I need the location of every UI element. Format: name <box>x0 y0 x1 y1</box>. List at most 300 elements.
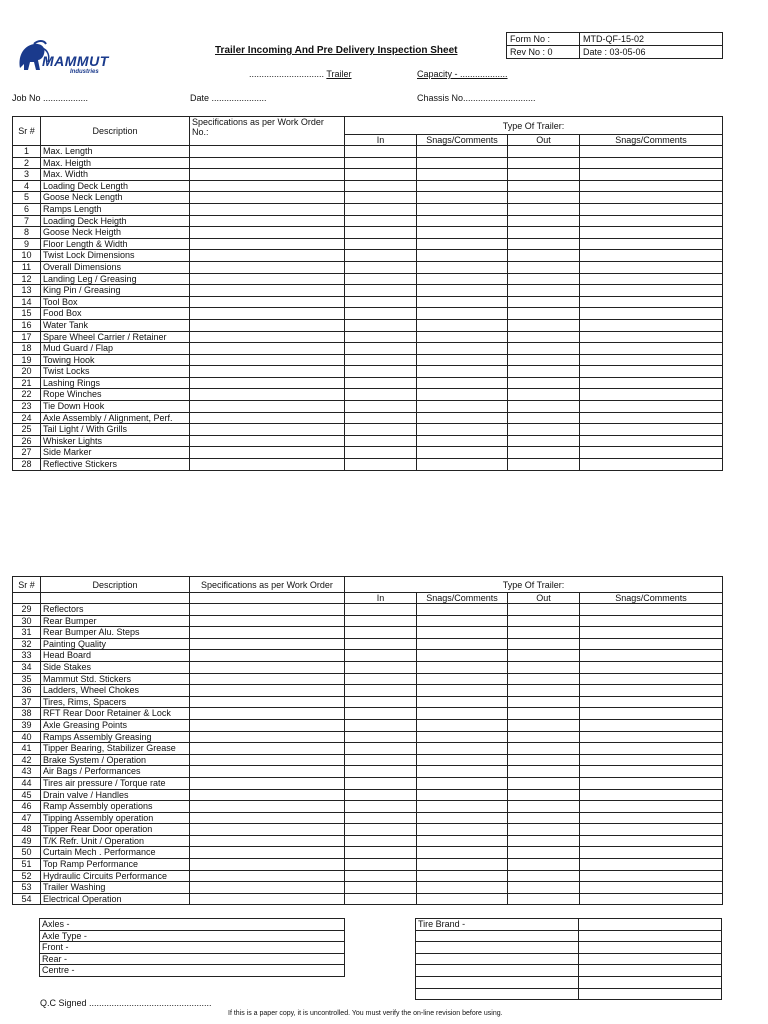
snags-in-cell[interactable] <box>417 319 508 331</box>
snags-in-cell[interactable] <box>417 273 508 285</box>
table-row <box>13 401 723 413</box>
snags-in-cell[interactable] <box>417 180 508 192</box>
snags-out-cell[interactable] <box>580 650 723 662</box>
snags-in-cell[interactable] <box>417 882 508 894</box>
specs-cell[interactable] <box>190 459 345 471</box>
specs-cell[interactable] <box>190 719 345 731</box>
in-cell[interactable] <box>345 343 417 355</box>
specs-cell[interactable] <box>190 261 345 273</box>
snags-in-cell[interactable] <box>417 754 508 766</box>
specs-cell[interactable] <box>190 296 345 308</box>
snags-in-cell[interactable] <box>417 743 508 755</box>
out-cell[interactable] <box>508 661 580 673</box>
snags-out-cell[interactable] <box>580 354 723 366</box>
specs-cell[interactable] <box>190 604 345 616</box>
snags-out-cell[interactable] <box>580 227 723 239</box>
out-cell[interactable] <box>508 157 580 169</box>
axle-field[interactable]: Centre - <box>40 965 345 977</box>
out-cell[interactable] <box>508 285 580 297</box>
snags-in-cell[interactable] <box>417 673 508 685</box>
axle-field[interactable]: Rear - <box>40 953 345 965</box>
in-cell[interactable] <box>345 447 417 459</box>
snags-out-cell[interactable] <box>580 777 723 789</box>
in-cell[interactable] <box>345 754 417 766</box>
snags-out-cell[interactable] <box>580 424 723 436</box>
snags-in-cell[interactable] <box>417 169 508 181</box>
specs-cell[interactable] <box>190 673 345 685</box>
specs-cell[interactable] <box>190 435 345 447</box>
specs-cell[interactable] <box>190 661 345 673</box>
specs-cell[interactable] <box>190 366 345 378</box>
in-cell[interactable] <box>345 789 417 801</box>
in-cell[interactable] <box>345 354 417 366</box>
specs-cell[interactable] <box>190 169 345 181</box>
snags-out-cell[interactable] <box>580 412 723 424</box>
axle-field[interactable]: Axle Type - <box>40 930 345 942</box>
specs-cell[interactable] <box>190 615 345 627</box>
in-cell[interactable] <box>345 824 417 836</box>
in-cell[interactable] <box>345 435 417 447</box>
snags-in-cell[interactable] <box>417 627 508 639</box>
out-cell[interactable] <box>508 273 580 285</box>
snags-in-cell[interactable] <box>417 615 508 627</box>
out-cell[interactable] <box>508 343 580 355</box>
out-cell[interactable] <box>508 627 580 639</box>
snags-out-cell[interactable] <box>580 661 723 673</box>
in-cell[interactable] <box>345 377 417 389</box>
specs-cell[interactable] <box>190 766 345 778</box>
out-cell[interactable] <box>508 743 580 755</box>
snags-out-cell[interactable] <box>580 615 723 627</box>
out-cell[interactable] <box>508 893 580 905</box>
specs-cell[interactable] <box>190 250 345 262</box>
snags-out-cell[interactable] <box>580 389 723 401</box>
specs-cell[interactable] <box>190 731 345 743</box>
in-cell[interactable] <box>345 157 417 169</box>
tire-cell[interactable] <box>579 976 722 988</box>
specs-cell[interactable] <box>190 285 345 297</box>
tire-cell[interactable] <box>416 942 579 954</box>
out-cell[interactable] <box>508 261 580 273</box>
in-cell[interactable] <box>345 847 417 859</box>
tire-cell[interactable] <box>416 953 579 965</box>
snags-out-cell[interactable] <box>580 366 723 378</box>
in-cell[interactable] <box>345 835 417 847</box>
out-cell[interactable] <box>508 215 580 227</box>
tire-cell[interactable] <box>579 919 722 931</box>
snags-out-cell[interactable] <box>580 673 723 685</box>
specs-cell[interactable] <box>190 777 345 789</box>
snags-in-cell[interactable] <box>417 719 508 731</box>
snags-out-cell[interactable] <box>580 731 723 743</box>
snags-out-cell[interactable] <box>580 285 723 297</box>
snags-out-cell[interactable] <box>580 627 723 639</box>
snags-in-cell[interactable] <box>417 343 508 355</box>
snags-out-cell[interactable] <box>580 447 723 459</box>
out-cell[interactable] <box>508 638 580 650</box>
specs-cell[interactable] <box>190 859 345 871</box>
out-cell[interactable] <box>508 412 580 424</box>
snags-out-cell[interactable] <box>580 847 723 859</box>
specs-cell[interactable] <box>190 354 345 366</box>
snags-out-cell[interactable] <box>580 789 723 801</box>
snags-in-cell[interactable] <box>417 696 508 708</box>
snags-out-cell[interactable] <box>580 273 723 285</box>
in-cell[interactable] <box>345 308 417 320</box>
snags-out-cell[interactable] <box>580 238 723 250</box>
snags-in-cell[interactable] <box>417 157 508 169</box>
out-cell[interactable] <box>508 673 580 685</box>
specs-cell[interactable] <box>190 180 345 192</box>
out-cell[interactable] <box>508 401 580 413</box>
specs-cell[interactable] <box>190 650 345 662</box>
out-cell[interactable] <box>508 180 580 192</box>
snags-in-cell[interactable] <box>417 215 508 227</box>
tire-cell[interactable] <box>416 976 579 988</box>
date-field[interactable]: Date ...................... <box>190 93 267 103</box>
snags-out-cell[interactable] <box>580 250 723 262</box>
specs-cell[interactable] <box>190 627 345 639</box>
in-cell[interactable] <box>345 459 417 471</box>
specs-cell[interactable] <box>190 157 345 169</box>
out-cell[interactable] <box>508 447 580 459</box>
snags-out-cell[interactable] <box>580 261 723 273</box>
in-cell[interactable] <box>345 882 417 894</box>
specs-cell[interactable] <box>190 401 345 413</box>
snags-in-cell[interactable] <box>417 308 508 320</box>
specs-cell[interactable] <box>190 308 345 320</box>
specs-cell[interactable] <box>190 801 345 813</box>
snags-out-cell[interactable] <box>580 719 723 731</box>
snags-in-cell[interactable] <box>417 250 508 262</box>
specs-cell[interactable] <box>190 824 345 836</box>
in-cell[interactable] <box>345 192 417 204</box>
specs-cell[interactable] <box>190 227 345 239</box>
snags-out-cell[interactable] <box>580 824 723 836</box>
specs-cell[interactable] <box>190 192 345 204</box>
tire-cell[interactable] <box>579 988 722 1000</box>
snags-in-cell[interactable] <box>417 801 508 813</box>
snags-out-cell[interactable] <box>580 157 723 169</box>
in-cell[interactable] <box>345 859 417 871</box>
snags-out-cell[interactable] <box>580 180 723 192</box>
specs-cell[interactable] <box>190 835 345 847</box>
out-cell[interactable] <box>508 203 580 215</box>
out-cell[interactable] <box>508 812 580 824</box>
out-cell[interactable] <box>508 331 580 343</box>
in-cell[interactable] <box>345 261 417 273</box>
in-cell[interactable] <box>345 719 417 731</box>
snags-in-cell[interactable] <box>417 146 508 158</box>
in-cell[interactable] <box>345 731 417 743</box>
snags-out-cell[interactable] <box>580 859 723 871</box>
in-cell[interactable] <box>345 250 417 262</box>
tire-cell[interactable] <box>416 988 579 1000</box>
snags-out-cell[interactable] <box>580 882 723 894</box>
out-cell[interactable] <box>508 708 580 720</box>
out-cell[interactable] <box>508 719 580 731</box>
snags-out-cell[interactable] <box>580 870 723 882</box>
snags-out-cell[interactable] <box>580 192 723 204</box>
out-cell[interactable] <box>508 859 580 871</box>
out-cell[interactable] <box>508 615 580 627</box>
snags-in-cell[interactable] <box>417 812 508 824</box>
specs-cell[interactable] <box>190 146 345 158</box>
in-cell[interactable] <box>345 812 417 824</box>
in-cell[interactable] <box>345 412 417 424</box>
row-number: 19 <box>13 354 41 366</box>
specs-cell[interactable] <box>190 343 345 355</box>
axle-field[interactable]: Axles - <box>40 919 345 931</box>
specs-cell[interactable] <box>190 696 345 708</box>
snags-out-cell[interactable] <box>580 708 723 720</box>
out-cell[interactable] <box>508 801 580 813</box>
out-cell[interactable] <box>508 789 580 801</box>
snags-in-cell[interactable] <box>417 377 508 389</box>
in-cell[interactable] <box>345 215 417 227</box>
specs-cell[interactable] <box>190 331 345 343</box>
snags-in-cell[interactable] <box>417 192 508 204</box>
in-cell[interactable] <box>345 146 417 158</box>
in-cell[interactable] <box>345 627 417 639</box>
out-cell[interactable] <box>508 696 580 708</box>
specs-cell[interactable] <box>190 389 345 401</box>
out-cell[interactable] <box>508 824 580 836</box>
specs-cell[interactable] <box>190 424 345 436</box>
out-cell[interactable] <box>508 192 580 204</box>
snags-out-cell[interactable] <box>580 696 723 708</box>
out-cell[interactable] <box>508 754 580 766</box>
out-cell[interactable] <box>508 238 580 250</box>
in-cell[interactable] <box>345 331 417 343</box>
snags-in-cell[interactable] <box>417 435 508 447</box>
snags-in-cell[interactable] <box>417 285 508 297</box>
out-cell[interactable] <box>508 435 580 447</box>
in-cell[interactable] <box>345 389 417 401</box>
in-cell[interactable] <box>345 696 417 708</box>
snags-in-cell[interactable] <box>417 459 508 471</box>
snags-in-cell[interactable] <box>417 238 508 250</box>
snags-out-cell[interactable] <box>580 215 723 227</box>
in-cell[interactable] <box>345 673 417 685</box>
out-cell[interactable] <box>508 777 580 789</box>
out-cell[interactable] <box>508 227 580 239</box>
in-cell[interactable] <box>345 893 417 905</box>
snags-in-cell[interactable] <box>417 708 508 720</box>
form-no-label: Form No : <box>507 33 580 46</box>
specs-cell[interactable] <box>190 893 345 905</box>
snags-in-cell[interactable] <box>417 650 508 662</box>
out-cell[interactable] <box>508 847 580 859</box>
snags-out-cell[interactable] <box>580 343 723 355</box>
snags-in-cell[interactable] <box>417 789 508 801</box>
snags-in-cell[interactable] <box>417 412 508 424</box>
in-cell[interactable] <box>345 285 417 297</box>
specs-cell[interactable] <box>190 215 345 227</box>
snags-in-cell[interactable] <box>417 777 508 789</box>
snags-in-cell[interactable] <box>417 424 508 436</box>
snags-in-cell[interactable] <box>417 604 508 616</box>
out-cell[interactable] <box>508 424 580 436</box>
tire-cell[interactable]: Tire Brand - <box>416 919 579 931</box>
snags-out-cell[interactable] <box>580 203 723 215</box>
out-cell[interactable] <box>508 766 580 778</box>
specs-cell[interactable] <box>190 685 345 697</box>
snags-out-cell[interactable] <box>580 754 723 766</box>
specs-cell[interactable] <box>190 743 345 755</box>
out-cell[interactable] <box>508 604 580 616</box>
out-cell[interactable] <box>508 308 580 320</box>
out-cell[interactable] <box>508 366 580 378</box>
tire-cell[interactable] <box>579 930 722 942</box>
specs-cell[interactable] <box>190 273 345 285</box>
snags-out-cell[interactable] <box>580 377 723 389</box>
snags-out-cell[interactable] <box>580 604 723 616</box>
in-cell[interactable] <box>345 238 417 250</box>
snags-in-cell[interactable] <box>417 638 508 650</box>
specs-cell[interactable] <box>190 812 345 824</box>
snags-out-cell[interactable] <box>580 743 723 755</box>
specs-cell[interactable] <box>190 708 345 720</box>
snags-in-cell[interactable] <box>417 835 508 847</box>
snags-out-cell[interactable] <box>580 893 723 905</box>
out-cell[interactable] <box>508 835 580 847</box>
snags-out-cell[interactable] <box>580 638 723 650</box>
specs-cell[interactable] <box>190 754 345 766</box>
snags-in-cell[interactable] <box>417 661 508 673</box>
row-description: Goose Neck Heigth <box>41 227 190 239</box>
in-cell[interactable] <box>345 273 417 285</box>
snags-in-cell[interactable] <box>417 227 508 239</box>
out-cell[interactable] <box>508 146 580 158</box>
in-cell[interactable] <box>345 296 417 308</box>
snags-out-cell[interactable] <box>580 435 723 447</box>
in-cell[interactable] <box>345 615 417 627</box>
specs-cell[interactable] <box>190 882 345 894</box>
specs-cell[interactable] <box>190 319 345 331</box>
capacity-field[interactable]: Capacity - ................... <box>417 69 508 79</box>
snags-out-cell[interactable] <box>580 296 723 308</box>
snags-in-cell[interactable] <box>417 731 508 743</box>
out-cell[interactable] <box>508 882 580 894</box>
snags-in-cell[interactable] <box>417 354 508 366</box>
snags-in-cell[interactable] <box>417 766 508 778</box>
in-cell[interactable] <box>345 777 417 789</box>
in-cell[interactable] <box>345 801 417 813</box>
specs-cell[interactable] <box>190 377 345 389</box>
table-row <box>13 215 723 227</box>
snags-in-cell[interactable] <box>417 685 508 697</box>
snags-in-cell[interactable] <box>417 893 508 905</box>
snags-in-cell[interactable] <box>417 389 508 401</box>
out-cell[interactable] <box>508 685 580 697</box>
specs-cell[interactable] <box>190 412 345 424</box>
in-cell[interactable] <box>345 180 417 192</box>
snags-out-cell[interactable] <box>580 331 723 343</box>
axle-field[interactable]: Front - <box>40 942 345 954</box>
specs-cell[interactable] <box>190 447 345 459</box>
tire-cell[interactable] <box>579 965 722 977</box>
snags-in-cell[interactable] <box>417 261 508 273</box>
snags-out-cell[interactable] <box>580 812 723 824</box>
snags-in-cell[interactable] <box>417 447 508 459</box>
snags-in-cell[interactable] <box>417 366 508 378</box>
out-cell[interactable] <box>508 377 580 389</box>
tire-cell[interactable] <box>579 953 722 965</box>
snags-in-cell[interactable] <box>417 824 508 836</box>
in-cell[interactable] <box>345 743 417 755</box>
snags-in-cell[interactable] <box>417 870 508 882</box>
out-cell[interactable] <box>508 250 580 262</box>
out-cell[interactable] <box>508 459 580 471</box>
in-cell[interactable] <box>345 203 417 215</box>
snags-out-cell[interactable] <box>580 319 723 331</box>
snags-in-cell[interactable] <box>417 331 508 343</box>
out-cell[interactable] <box>508 870 580 882</box>
tire-cell[interactable] <box>579 942 722 954</box>
snags-out-cell[interactable] <box>580 801 723 813</box>
tire-cell[interactable] <box>416 965 579 977</box>
out-cell[interactable] <box>508 731 580 743</box>
chassis-no-field[interactable]: Chassis No............................. <box>417 93 536 103</box>
snags-out-cell[interactable] <box>580 459 723 471</box>
out-cell[interactable] <box>508 354 580 366</box>
in-cell[interactable] <box>345 424 417 436</box>
qc-signed[interactable]: Q.C Signed ................................................. <box>40 998 212 1008</box>
snags-in-cell[interactable] <box>417 859 508 871</box>
in-cell[interactable] <box>345 685 417 697</box>
snags-in-cell[interactable] <box>417 296 508 308</box>
out-cell[interactable] <box>508 650 580 662</box>
out-cell[interactable] <box>508 319 580 331</box>
specs-cell[interactable] <box>190 638 345 650</box>
snags-in-cell[interactable] <box>417 203 508 215</box>
out-cell[interactable] <box>508 389 580 401</box>
snags-out-cell[interactable] <box>580 835 723 847</box>
snags-in-cell[interactable] <box>417 847 508 859</box>
snags-out-cell[interactable] <box>580 401 723 413</box>
snags-out-cell[interactable] <box>580 766 723 778</box>
in-cell[interactable] <box>345 766 417 778</box>
job-no-field[interactable]: Job No .................. <box>12 93 89 103</box>
trailer-field[interactable] <box>249 69 352 79</box>
specs-cell[interactable] <box>190 847 345 859</box>
tire-cell[interactable] <box>416 930 579 942</box>
snags-in-cell[interactable] <box>417 401 508 413</box>
in-cell[interactable] <box>345 638 417 650</box>
in-cell[interactable] <box>345 401 417 413</box>
specs-cell[interactable] <box>190 238 345 250</box>
in-cell[interactable] <box>345 319 417 331</box>
snags-out-cell[interactable] <box>580 146 723 158</box>
out-cell[interactable] <box>508 296 580 308</box>
in-cell[interactable] <box>345 366 417 378</box>
snags-out-cell[interactable] <box>580 685 723 697</box>
specs-cell[interactable] <box>190 789 345 801</box>
specs-cell[interactable] <box>190 870 345 882</box>
in-cell[interactable] <box>345 870 417 882</box>
in-cell[interactable] <box>345 708 417 720</box>
snags-out-cell[interactable] <box>580 169 723 181</box>
in-cell[interactable] <box>345 227 417 239</box>
in-cell[interactable] <box>345 661 417 673</box>
in-cell[interactable] <box>345 604 417 616</box>
in-cell[interactable] <box>345 169 417 181</box>
snags-out-cell[interactable] <box>580 308 723 320</box>
out-cell[interactable] <box>508 169 580 181</box>
in-cell[interactable] <box>345 650 417 662</box>
specs-cell[interactable] <box>190 203 345 215</box>
